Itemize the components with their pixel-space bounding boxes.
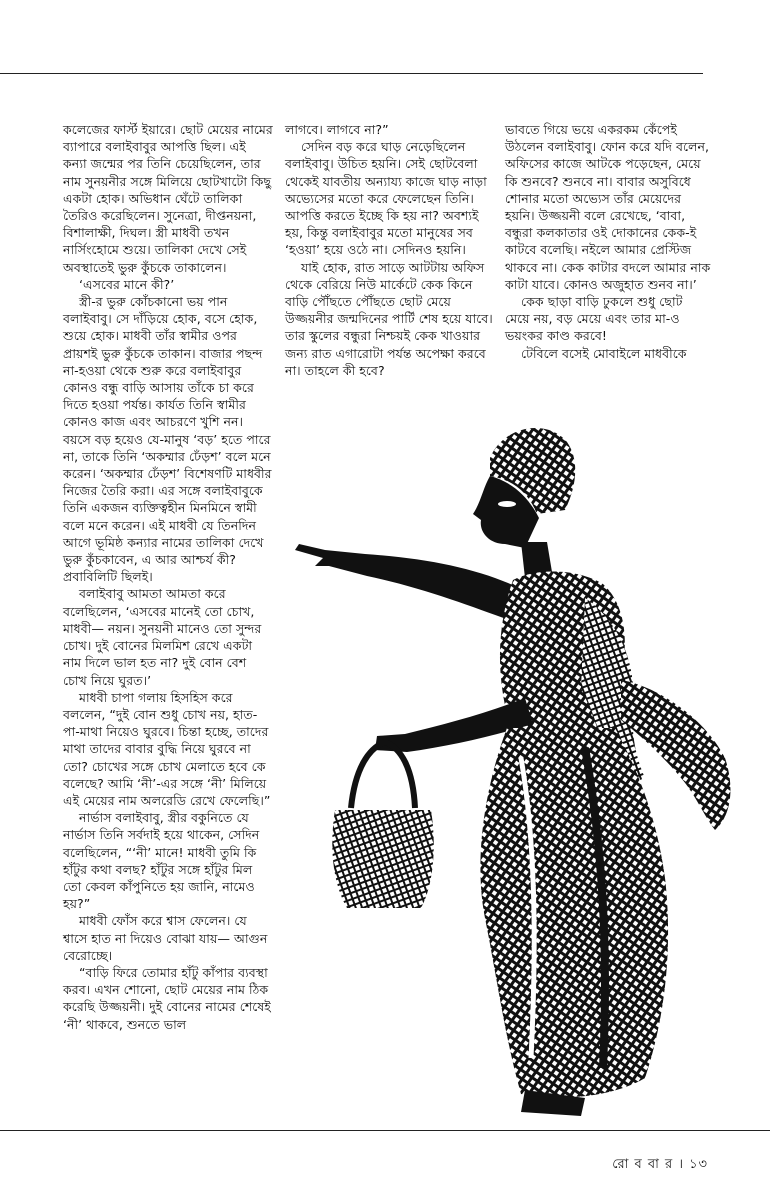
paragraph: টেবিলে বসেই মোবাইলে মাধবীকে (521, 345, 687, 361)
top-rule (0, 73, 703, 74)
text-column-1 (63, 121, 273, 1033)
paragraph: যাই হোক, রাত সাড়ে আটটায় অফিস থেকে বেরিয়ে নিউ মার্কেটে কেক কিনে বাড়ি পৌঁছতে পৌঁছতে ছোট মেয়ে উজ্জয়নীর জন্মদিনের পার্টি শেষ হয়ে যাবে। তার স্কুলের বন্ধুরা নিশ্চয়ই কেক খাওয়ার জন্য রাত এগারোটা পর্যন্ত অপেক্ষা করবে না। তাহলে কী হবে? (285, 259, 493, 378)
woman-pointing-with-bag-icon (285, 418, 755, 1118)
text-column-2 (285, 121, 493, 379)
paragraph: লাগবে। লাগবে না?” (285, 122, 389, 137)
paragraph: নার্ভাস বলাইবাবু, স্ত্রীর বকুনিতে যে নার্ভাস তিনি সর্বদাই হয়ে থাকেন, সেদিন বলেছিলেন, “‘নী’ মানে! মাধবী তুমি কি হাঁটুর কথা বলছ? হাঁটুর সঙ্গে হাঁটুর মিল তো কেবল কাঁপুনিতে হয় জানি, নামেও হয়?” (63, 810, 260, 912)
paragraph: মাধবী ফোঁস করে শ্বাস ফেলেন। যে শ্বাসে হাত না দিয়েও বোঝা যায়— আগুন বেরোচ্ছে। (63, 913, 268, 963)
paragraph: ভাবতে গিয়ে ভয়ে একরকম কেঁপেই উঠলেন বলাইবাবু। ফোন করে যদি বলেন, অফিসের কাজে আটকে পড়েছেন, মেয়ে কি শুনবে? শুনবে না। বাবার অসুবিধে শোনার মতো অভ্যেস তাঁর মেয়েদের হয়নি। উজ্জয়নী বলে রেখেছে, ‘বাবা, বন্ধুরা কলকাতার ওই দোকানের কেক-ই কাটবে বলেছি। নইলে আমার প্রেস্টিজ থাকবে না। কেক কাটার বদলে আমার নাক কাটা যাবে। কোনও অজুহাত শুনব না।’ (505, 122, 711, 292)
paragraph: মাধবী চাপা গলায় হিসহিস করে বললেন, “দুই বোন শুধু চোখ নয়, হাত-পা-মাথা নিয়েও ঘুরবে। চিন্তা হচ্ছে, তাদের মাথা তাদের বাবার বুদ্ধি নিয়ে ঘুরবে না তো? চোখের সঙ্গে চোখ মেলাতে হবে কে বলেছে? আমি ‘নী’-এর সঙ্গে ‘নী’ মিলিয়ে এই মেয়ের নাম অলরেডি রেখে ফেলেছি।” (63, 689, 271, 808)
paragraph: কলেজের ফার্স্ট ইয়ারে। ছোট মেয়ের নামের ব্যাপারে বলাইবাবুর আপত্তি ছিল। এই কন্যা জন্মের পর তিনি চেয়েছিলেন, তার নাম সুনয়নীর সঙ্গে মিলিয়ে ছোটখাটো কিছু একটা হোক। অভিধান ঘেঁটে তালিকা তৈরিও করেছিলেন। সুনেত্রা, দীপ্তনয়না, বিশালাক্ষী, দিঘল। স্ত্রী মাধবী তখন নার্সিংহোমে শুয়ে। তালিকা দেখে সেই অবস্থাতেই ভুরু কুঁচকে তাকালেন। (63, 122, 273, 275)
bottom-rule (0, 1130, 770, 1131)
paragraph: সেদিন বড় করে ঘাড় নেড়েছিলেন বলাইবাবু। উচিত হয়নি। সেই ছোটবেলা থেকেই যাবতীয় অন্যায্য কাজে ঘাড় নাড়া অভ্যেসের মতো করে ফেলেছেন তিনি। আপত্তি করতে ইচ্ছে কি হয় না? অবশ্যই হয়, কিন্তু বলাইবাবুর মতো মানুষের সব ‘হওয়া’ হয়ে ওঠে না। সেদিনও হয়নি। (285, 139, 487, 258)
paragraph: স্ত্রী-র ভুরু কোঁচকানো ভয় পান বলাইবাবু। সে দাঁড়িয়ে হোক, বসে হোক, শুয়ে হোক। মাধবী তাঁর স্বামীর ওপর প্রায়শই ভুরু কুঁচকে তাকান। বাজার পছন্দ না-হওয়া থেকে শুরু করে বলাইবাবুর কোনও বন্ধু বাড়ি আসায় তাঁকে চা করে দিতে হওয়া পর্যন্ত। কার্যত তিনি স্বামীর কোনও কাজ এবং আচরণে খুশি নন। বয়সে বড় হয়েও যে-মানুষ ‘বড়’ হতে পারে না, তাকে তিনি ‘অকম্মার ঢেঁড়শ’ বলে মনে করেন। ‘অকম্মার ঢেঁড়শ’ বিশেষণটি মাধবীর নিজের তৈরি করা। এর সঙ্গে বলাইবাবুকে তিনি একজন ব্যক্তিত্বহীন মিনমিনে স্বামী বলে মনে করেন। এই মাধবী যে তিনদিন আগে ভূমিষ্ঠ কন্যার নামের তালিকা দেখে ভুরু কুঁচকাবেন, এ আর আশ্চর্য কী? প্রবাবিলিটি ছিলই। (63, 294, 272, 585)
text-column-3 (505, 121, 711, 362)
paragraph: কেক ছাড়া বাড়ি ঢুকলে শুধু ছোট মেয়ে নয়, বড় মেয়ে এবং তার মা-ও ভয়ংকর কাণ্ড করবে! (505, 294, 683, 344)
paragraph: ‘এসবের মানে কী?’ (79, 276, 175, 292)
paragraph: “বাড়ি ফিরে তোমার হাঁটু কাঁপার ব্যবস্থা করব। এখন শোনো, ছোট মেয়ের নাম ঠিক করেছি উজ্জয়নী। দুই বোনের নামের শেষেই ‘নী’ থাকবে, শুনতে ভাল (63, 964, 271, 1032)
paragraph: বলাইবাবু আমতা আমতা করে বলেছিলেন, ‘এসবের মানেই তো চোখ, মাধবী— নয়ন। সুনয়নী মানেও তো সুন্দর চোখ। দুই বোনের মিলমিশ রেখে একটা নাম দিলে ভাল হত না? দুই বোন বেশ চোখ নিয়ে ঘুরত।’ (63, 586, 262, 688)
page-footer-label: রো ব বা র । ১৩ (612, 1157, 708, 1172)
